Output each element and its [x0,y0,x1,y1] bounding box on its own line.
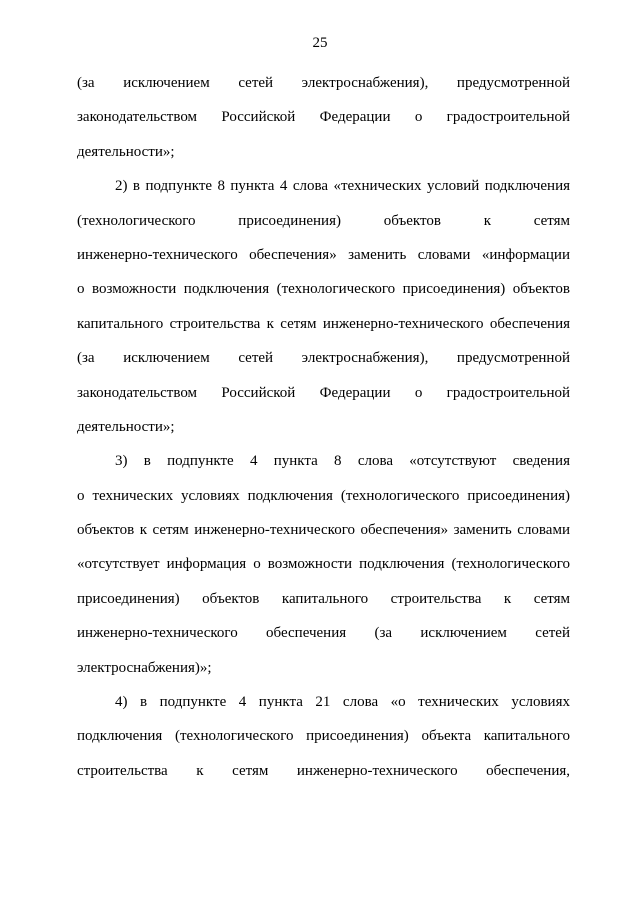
text-line: присоединения) объектов капитального строительства к сетям [77,590,570,607]
text-line: «отсутствует информация о возможности подключения (технологического [77,556,570,573]
document-body [77,74,570,796]
text-line: инженерно-технического обеспечения» заменить словами «информации [77,246,570,263]
text-line: (за исключением сетей электроснабжения), предусмотренной [77,75,570,91]
text-line: 4) в подпункте 4 пункта 21 слова «о технических условиях [115,694,570,711]
text-line: (за исключением сетей электроснабжения), предусмотренной [77,350,570,367]
text-line: капитального строительства к сетям инженерно-технического обеспечения [77,315,570,332]
text-line: объектов к сетям инженерно-технического обеспечения» заменить словами [77,522,570,539]
text-line: законодательством Российской Федерации о градостроительной [77,109,570,126]
text-line: законодательством Российской Федерации о градостроительной [77,384,570,401]
text-line: деятельности»; [77,143,175,160]
text-line: о технических условиях подключения (технологического присоединения) [77,487,570,504]
text-line: электроснабжения)»; [77,659,212,676]
text-line: деятельности»; [77,418,175,435]
text-line: (технологического присоединения) объектов к сетям [77,212,570,229]
page-number: 25 [312,35,328,51]
text-line: о возможности подключения (технологического присоединения) объектов [77,281,570,298]
text-line: строительства к сетям инженерно-технического обеспечения, [77,762,570,779]
text-line: 2) в подпункте 8 пункта 4 слова «технических условий подключения [115,178,570,195]
text-line: инженерно-технического обеспечения (за исключением сетей [77,625,570,642]
text-line: подключения (технологического присоединения) объекта капитального [77,728,570,745]
text-line: 3) в подпункте 4 пункта 8 слова «отсутствуют сведения [115,453,570,470]
